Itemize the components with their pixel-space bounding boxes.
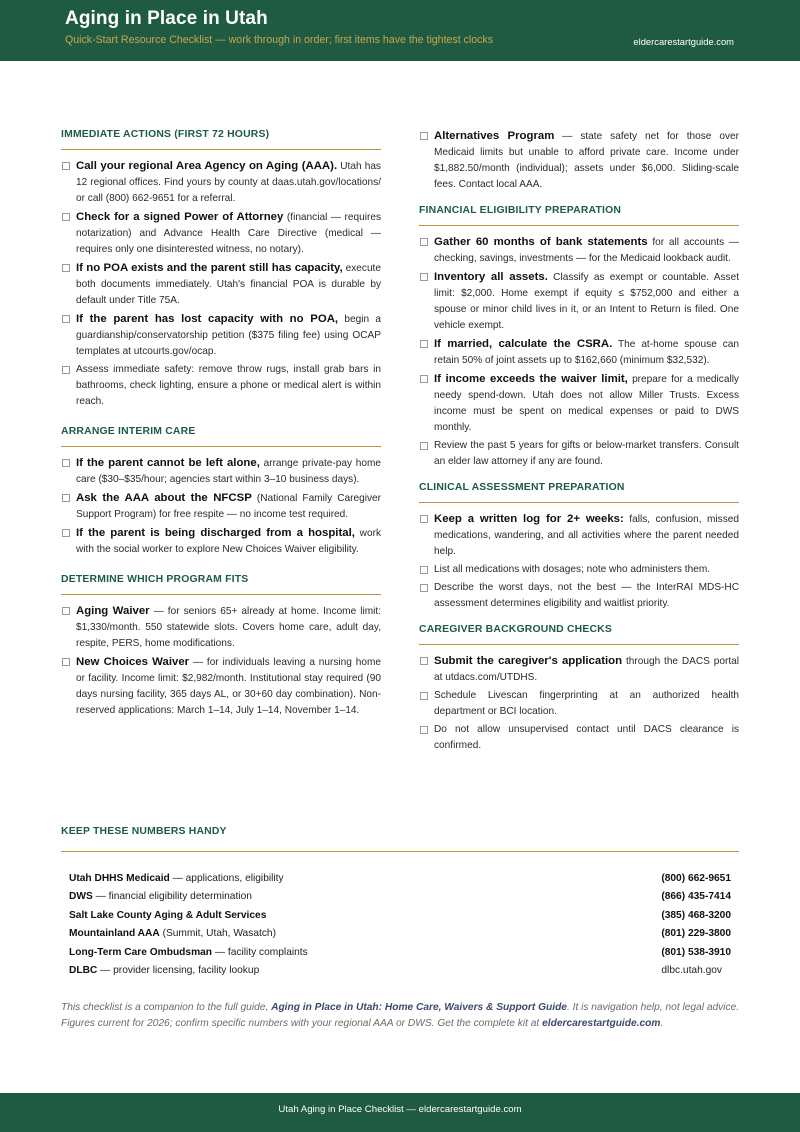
item-text: List all medications with dosages; note who administers them. xyxy=(434,564,711,575)
contact-name: DWS xyxy=(69,891,93,903)
section-alternatives xyxy=(419,128,739,193)
checklist-item xyxy=(419,562,739,578)
checklist xyxy=(61,455,381,558)
checklist-item xyxy=(61,158,381,207)
footer-text: Utah Aging in Place Checklist — eldercarestartguide.com xyxy=(278,1104,522,1115)
contact-phone[interactable]: (801) 538-3910 xyxy=(661,946,731,958)
page-title: Aging in Place in Utah xyxy=(65,8,268,29)
item-text: Review the past 5 years for gifts or below-market transfers. Consult an elder law attorney if any are found. xyxy=(434,440,739,467)
checkbox[interactable] xyxy=(420,375,428,383)
contact-row xyxy=(61,925,739,943)
left-column xyxy=(61,128,381,721)
checklist-item xyxy=(61,455,381,488)
item-text: falls, confusion, missed medications, wandering, and all activities where the parent needed help. xyxy=(434,514,739,557)
item-heading: Inventory all assets. xyxy=(434,271,548,283)
section-financial xyxy=(419,204,739,470)
section-title: FINANCIAL ELIGIBILITY PREPARATION xyxy=(419,205,622,216)
checkbox[interactable] xyxy=(62,658,70,666)
section-divider xyxy=(61,851,739,852)
item-text: — state safety net for those over Medicaid limits but unable to afford private care. Income under $1,882.50/month (individual); assets under $6,000. Sliding-scale fees. Contact local AAA. xyxy=(434,131,739,190)
checklist-item xyxy=(419,269,739,334)
section-title: ARRANGE INTERIM CARE xyxy=(61,426,196,437)
contact-description: (Summit, Utah, Wasatch) xyxy=(159,928,276,940)
item-text: Schedule Livescan fingerprinting at an authorized health department or BCI location. xyxy=(434,690,739,717)
item-text: work with the social worker to explore New Choices Waiver eligibility. xyxy=(76,528,381,555)
guide-link[interactable]: eldercarestartguide.com xyxy=(542,1018,661,1029)
checklist-item xyxy=(419,234,739,267)
item-heading: Ask the AAA about the NFCSP xyxy=(76,492,252,504)
section-title: CLINICAL ASSESSMENT PREPARATION xyxy=(419,482,625,493)
checkbox[interactable] xyxy=(420,515,428,523)
section-caregiver xyxy=(419,623,739,754)
contact-name: Salt Lake County Aging & Adult Services xyxy=(69,909,267,921)
contact-name: DLBC xyxy=(69,964,98,976)
contact-description: — provider licensing, facility lookup xyxy=(97,964,260,976)
item-heading: New Choices Waiver xyxy=(76,656,190,668)
disclaimer-note xyxy=(61,1000,741,1032)
contact-phone[interactable]: dlbc.utah.gov xyxy=(661,964,722,976)
section-immediate xyxy=(61,128,381,410)
item-text: for all accounts — checking, savings, investments — for the Medicaid lookback audit. xyxy=(434,237,739,264)
checklist-item xyxy=(61,311,381,360)
header-site-link[interactable]: eldercarestartguide.com xyxy=(633,36,734,47)
checkbox[interactable] xyxy=(62,162,70,170)
checkbox[interactable] xyxy=(62,366,70,374)
contact-label xyxy=(69,965,259,976)
section-divider xyxy=(419,502,739,503)
checklist xyxy=(419,128,739,193)
checkbox[interactable] xyxy=(420,273,428,281)
contact-list xyxy=(61,870,739,980)
checklist-item xyxy=(419,722,739,754)
contact-label xyxy=(69,947,308,958)
contact-name: Long-Term Care Ombudsman xyxy=(69,946,213,958)
item-heading: If no POA exists and the parent still has capacity, xyxy=(76,262,343,274)
section-divider xyxy=(61,594,381,595)
item-heading: Submit the caregiver's application xyxy=(434,655,623,667)
item-heading: If the parent has lost capacity with no POA, xyxy=(76,313,339,325)
item-text: Describe the worst days, not the best — the InterRAI MDS-HC assessment determines eligibility and waitlist priority. xyxy=(434,582,739,609)
item-text: The at-home spouse can retain 50% of joint assets up to $162,660 (minimum $32,532). xyxy=(434,339,739,366)
checkbox[interactable] xyxy=(420,442,428,450)
item-heading: Alternatives Program xyxy=(434,130,555,142)
checkbox[interactable] xyxy=(62,315,70,323)
checklist-item xyxy=(419,688,739,720)
checklist-item xyxy=(61,654,381,719)
item-heading: If income exceeds the waiver limit, xyxy=(434,373,628,385)
item-heading: Keep a written log for 2+ weeks: xyxy=(434,513,624,525)
item-text: Assess immediate safety: remove throw rugs, install grab bars in bathrooms, check lighting, ensure a phone or medical alert is within reach. xyxy=(76,364,381,407)
contact-row xyxy=(61,888,739,906)
page-header xyxy=(0,0,800,61)
checkbox[interactable] xyxy=(420,238,428,246)
section-divider xyxy=(61,446,381,447)
contact-phone[interactable]: (385) 468-3200 xyxy=(661,909,731,921)
contact-label xyxy=(69,891,252,902)
section-clinical xyxy=(419,481,739,612)
page-footer xyxy=(0,1093,800,1132)
checklist xyxy=(419,234,739,470)
guide-title: Aging in Place in Utah: Home Care, Waivers & Support Guide xyxy=(271,1002,567,1013)
section-program xyxy=(61,573,381,719)
item-text: (National Family Caregiver Support Program) for free respite — no income test required. xyxy=(76,493,381,520)
contact-label xyxy=(69,928,276,939)
checkbox[interactable] xyxy=(62,529,70,537)
checklist-item xyxy=(61,603,381,652)
contact-phone[interactable]: (801) 229-3800 xyxy=(661,928,731,940)
item-text: — for individuals leaving a nursing home or facility. Income limit: $2,982/month. Institutional stay required (90 days nursing facility, 365 days AL, or 30+60 day combination). Non-reserved applications: March 1–14, July 1–14, November 1–14. xyxy=(76,657,382,716)
checklist-item xyxy=(61,490,381,523)
section-divider xyxy=(61,149,381,150)
section-title: DETERMINE WHICH PROGRAM FITS xyxy=(61,574,249,585)
note-text: . xyxy=(660,1018,664,1029)
contact-description: — applications, eligibility xyxy=(169,873,284,884)
checkbox[interactable] xyxy=(420,692,428,700)
item-text: Utah has 12 regional offices. Find yours by county at daas.utah.gov/locations/ or call (800) 662-9651 for a referral. xyxy=(76,161,381,204)
item-text: begin a guardianship/conservatorship petition ($375 filing fee) using OCAP templates at utcourts.gov/ocap. xyxy=(76,314,381,357)
checkbox[interactable] xyxy=(62,264,70,272)
checkbox[interactable] xyxy=(62,494,70,502)
item-heading: If the parent is being discharged from a hospital, xyxy=(76,527,355,539)
item-text: prepare for a medically needy spend-down. Utah does not allow Miller Trusts. Excess income must be spent on medical expenses or paid to DWS monthly. xyxy=(434,374,739,433)
item-text: — for seniors 65+ already at home. Income limit: $1,330/month. 550 statewide slots. Covers home care, adult day, respite, PERS, home modifications. xyxy=(76,606,381,649)
item-text: Classify as exempt or countable. Asset limit: $2,000. Home exempt if equity ≤ $752,000 and either a spouse or minor child lives in it, or an Intent to Return is filed. One vehicle exempt. xyxy=(434,272,739,331)
numbers-section xyxy=(61,825,739,980)
checkbox[interactable] xyxy=(420,726,428,734)
right-column xyxy=(419,128,739,756)
contact-row xyxy=(61,944,739,962)
checklist-item xyxy=(419,371,739,436)
item-heading: Call your regional Area Agency on Aging (AAA). xyxy=(76,160,338,172)
item-text: Do not allow unsupervised contact until DACS clearance is confirmed. xyxy=(434,724,739,751)
item-heading: Check for a signed Power of Attorney xyxy=(76,211,284,223)
contact-phone[interactable]: (866) 435-7414 xyxy=(661,891,731,903)
section-interim xyxy=(61,425,381,558)
item-heading: Aging Waiver xyxy=(76,605,150,617)
section-title: KEEP THESE NUMBERS HANDY xyxy=(61,826,227,837)
contact-label xyxy=(69,910,266,921)
section-title: CAREGIVER BACKGROUND CHECKS xyxy=(419,624,613,635)
checklist-item xyxy=(61,362,381,410)
contact-label xyxy=(69,873,284,884)
checklist xyxy=(61,603,381,719)
checklist-item xyxy=(419,653,739,686)
section-divider xyxy=(419,225,739,226)
item-text: execute both documents immediately. Utah's financial POA is durable by default under Title 75A. xyxy=(76,263,381,306)
checkbox[interactable] xyxy=(420,657,428,665)
checkbox[interactable] xyxy=(62,213,70,221)
contact-row xyxy=(61,962,739,980)
checklist-item xyxy=(61,260,381,309)
note-text: . It is navigation help, not legal advice. Figures current for 2026; confirm specific numbers with your regional AAA or DWS. Get the complete kit at xyxy=(61,1002,740,1029)
note-text: This checklist is a companion to the full guide, xyxy=(61,1002,272,1013)
checkbox[interactable] xyxy=(62,459,70,467)
item-heading: Gather 60 months of bank statements xyxy=(434,236,648,248)
checklist-item xyxy=(61,209,381,258)
item-text: arrange private-pay home care ($30–$35/hour; agencies start within 3–10 business days). xyxy=(76,458,381,485)
contact-description: — financial eligibility determination xyxy=(92,891,252,903)
checkbox[interactable] xyxy=(420,132,428,140)
contact-description: — facility complaints xyxy=(212,946,308,958)
checkbox[interactable] xyxy=(62,607,70,615)
checklist-item xyxy=(419,580,739,612)
checklist-item xyxy=(419,438,739,470)
checkbox[interactable] xyxy=(420,584,428,592)
checkbox[interactable] xyxy=(420,566,428,574)
checklist xyxy=(419,511,739,612)
section-title: IMMEDIATE ACTIONS (FIRST 72 HOURS) xyxy=(61,129,270,140)
contact-phone[interactable]: (800) 662-9651 xyxy=(661,873,731,884)
contact-name: Mountainland AAA xyxy=(69,928,160,940)
contact-row xyxy=(61,870,739,888)
checkbox[interactable] xyxy=(420,340,428,348)
contact-name: Utah DHHS Medicaid xyxy=(69,873,170,884)
checklist-item xyxy=(419,128,739,193)
section-divider xyxy=(419,644,739,645)
checklist-item xyxy=(419,336,739,369)
item-heading: If married, calculate the CSRA. xyxy=(434,338,613,350)
item-text: (financial — requires notarization) and Advance Health Care Directive (medical — requires only one disinterested witness, no notary). xyxy=(76,212,382,255)
page-subtitle: Quick-Start Resource Checklist — work through in order; first items have the tightest clocks xyxy=(65,34,494,46)
checklist xyxy=(61,158,381,410)
checklist xyxy=(419,653,739,754)
checklist-item xyxy=(419,511,739,560)
contact-row xyxy=(61,907,739,925)
item-heading: If the parent cannot be left alone, xyxy=(76,457,260,469)
item-text: through the DACS portal at utdacs.com/UTDHS. xyxy=(434,656,740,683)
checklist-item xyxy=(61,525,381,558)
